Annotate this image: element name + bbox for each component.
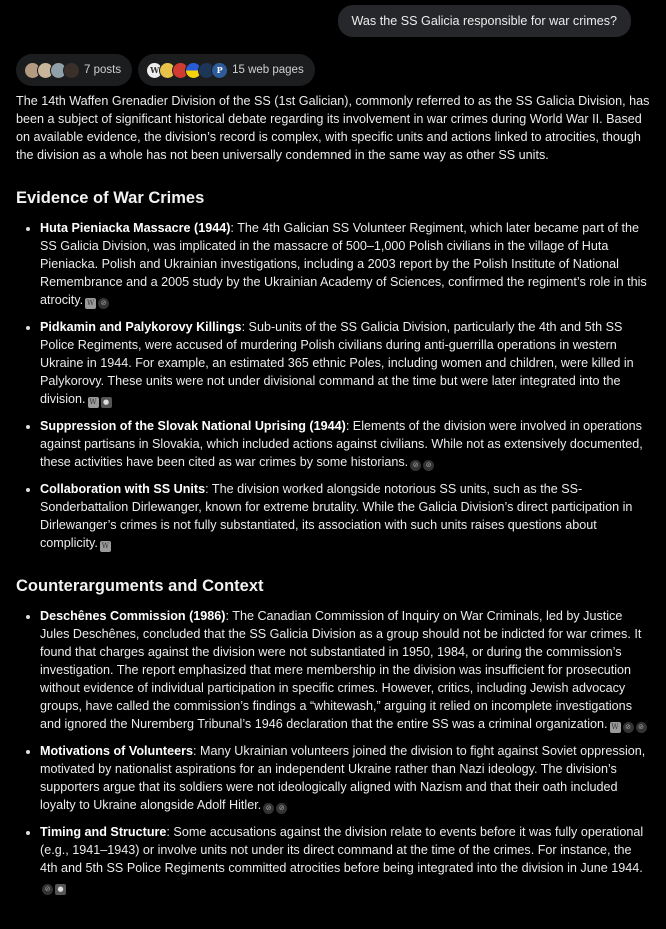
- citation-link-icon[interactable]: ⊘: [423, 460, 434, 471]
- user-message: Was the SS Galicia responsible for war crimes?: [338, 5, 632, 37]
- item-title: Huta Pieniacka Massacre (1944): [40, 221, 231, 235]
- web-favicons: [146, 62, 224, 79]
- section-heading: Counterarguments and Context: [16, 577, 264, 595]
- item-text: : The division worked alongside notorious SS units, such as the SS-Sonderbattalion Dirlewanger, known for extreme brutality. While the Galicia Division’s direct participation in Dirlewanger’s crimes is not fully substantiated, its association with such units raises questions about complicity.: [40, 482, 633, 550]
- sources-row: [16, 54, 650, 86]
- citation-wikipedia-icon[interactable]: W: [89, 398, 97, 406]
- bullet-list: [16, 607, 650, 895]
- citation-wikipedia-icon[interactable]: W: [101, 542, 109, 550]
- citation-wikipedia-icon[interactable]: W: [611, 723, 619, 731]
- bullet-list: [16, 219, 650, 552]
- item-title: Motivations of Volunteers: [40, 744, 194, 758]
- item-text: : Sub-units of the SS Galicia Division, particularly the 4th and 5th SS Police Regiments, were accused of murdering Polish civilians during anti-guerrilla operations in western Ukraine in 1944. For example, an estimated 365 ethnic Poles, including women and children, were killed in Palykorovy. These units were not under divisional command at the time but were later integrated into the division.: [40, 320, 634, 406]
- list-item: [40, 823, 650, 895]
- posts-sources-button[interactable]: [16, 54, 132, 86]
- section-heading: Evidence of War Crimes: [16, 189, 205, 207]
- citation-link-icon[interactable]: ⊘: [636, 722, 647, 733]
- item-title: Suppression of the Slovak National Uprising (1944): [40, 419, 346, 433]
- list-item: [40, 219, 650, 309]
- item-text: : The Canadian Commission of Inquiry on War Criminals, led by Justice Jules Deschênes, concluded that the SS Galicia Division as a group should not be indicted for war crimes. It found that charges against the division were not substantiated in 1950, 1984, or during the commission’s investigation. The report emphasized that mere membership in the division was insufficient for prosecution without evidence of individual participation in specific crimes. However, critics, including Jewish advocacy groups, have called the commission’s findings a “whitewash,” arguing it relied on incomplete investigations and ignored the Nuremberg Tribunal’s 1946 declaration that the entire SS was a criminal organization.: [40, 609, 642, 731]
- citation-link-icon[interactable]: ⊘: [98, 298, 109, 309]
- item-title: Timing and Structure: [40, 825, 167, 839]
- post-avatars: [24, 62, 76, 79]
- item-title: Collaboration with SS Units: [40, 482, 206, 496]
- intro-paragraph: The 14th Waffen Grenadier Division of the SS (1st Galician), commonly referred to as the SS Galicia Division, has been a subject of significant historical debate regarding its involvement in war crimes during World War II. Based on available evidence, the division’s record is complex, with specific units and actions linked to atrocities, though the division as a whole has not been universally condemned in the same way as other SS units.: [16, 94, 650, 162]
- item-text: : Many Ukrainian volunteers joined the division to fight against Soviet oppression, motivated by nationalist aspirations for an independent Ukraine rather than Nazi ideology. The division’s supporters argue that its soldiers were not ideologically aligned with Nazism and that their oath included loyalty to Ukraine alongside Adolf Hitler.: [40, 744, 646, 812]
- list-item: [40, 318, 650, 408]
- citation-link-icon[interactable]: ⊘: [410, 460, 421, 471]
- citation-wikipedia-icon[interactable]: W: [87, 299, 95, 307]
- favicon: P: [211, 62, 228, 79]
- citation-link-icon[interactable]: ⊘: [42, 884, 53, 895]
- item-text: : Elements of the division were involved in operations against partisans in Slovakia, which included actions against civilians. While not as extensively documented, these activities have been cited as war crimes by some historians.: [40, 419, 643, 469]
- citation-site-icon[interactable]: ●: [55, 884, 66, 895]
- list-item: [40, 480, 650, 552]
- list-item: [40, 742, 650, 814]
- citation-site-icon[interactable]: ●: [101, 397, 112, 408]
- web-sources-button[interactable]: [138, 54, 315, 86]
- list-item: [40, 417, 650, 471]
- wikipedia-icon: W: [146, 62, 163, 79]
- citation-link-icon[interactable]: ⊘: [263, 803, 274, 814]
- item-title: Pidkamin and Palykorovy Killings: [40, 320, 242, 334]
- item-text: : Some accusations against the division relate to events before it was fully operational (e.g., 1941–1943) or involve units not under its direct command at the time of the crimes. For instance, the 4th and 5th SS Police Regiments committed atrocities before being integrated into the division in June 1944.: [40, 825, 644, 875]
- avatar: [63, 62, 80, 79]
- citation-link-icon[interactable]: ⊘: [276, 803, 287, 814]
- posts-count: 7 posts: [84, 64, 122, 76]
- citation-link-icon[interactable]: ⊘: [623, 722, 634, 733]
- web-pages-count: 15 web pages: [232, 64, 304, 76]
- list-item: [40, 607, 650, 733]
- item-text: : The 4th Galician SS Volunteer Regiment, which later became part of the SS Galicia Division, was implicated in the massacre of 500–1,000 Polish civilians in the village of Huta Pieniacka. Polish and Ukrainian investigations, including a 2003 report by the Polish Institute of National Remembrance and a 2005 study by the Ukrainian Academy of Sciences, confirmed the regiment’s role in this atrocity.: [40, 221, 647, 307]
- item-title: Deschênes Commission (1986): [40, 609, 226, 623]
